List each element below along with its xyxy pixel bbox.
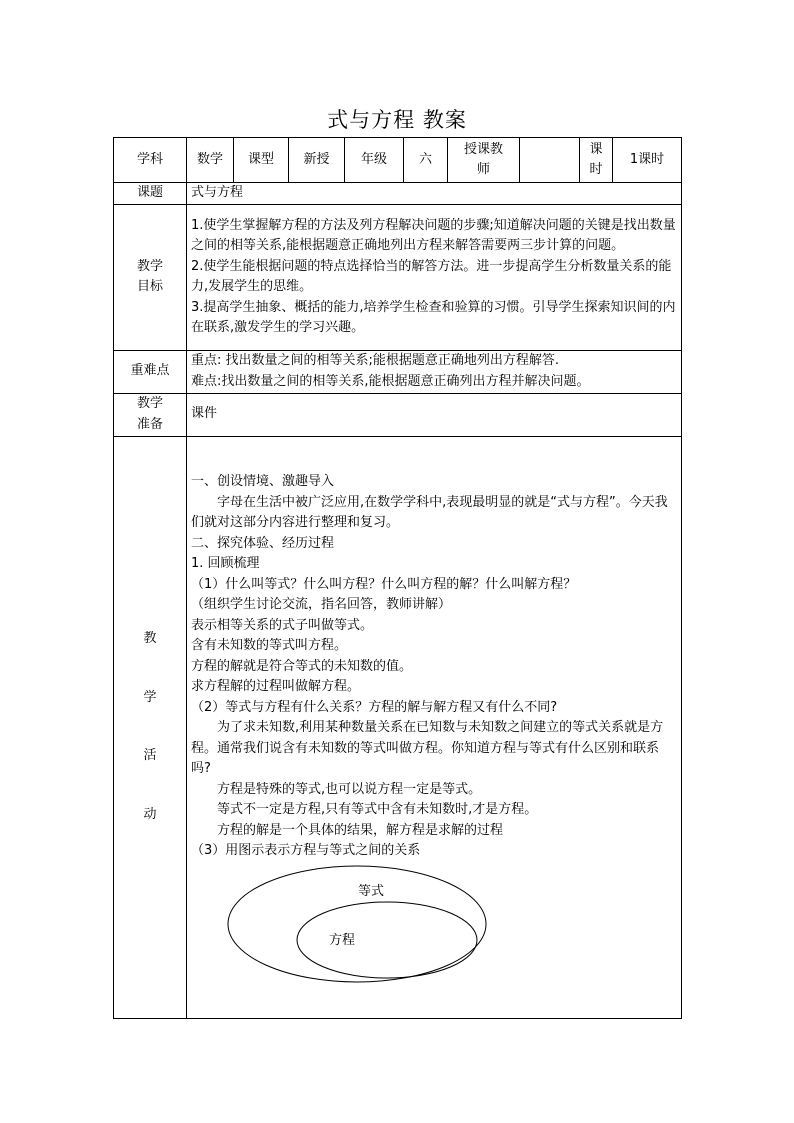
activity-label-char: 学 [143, 689, 157, 705]
paragraph: 等式不一定是方程,只有等式中含有未知数时,才是方程。 [217, 802, 538, 818]
question: （3）用图示表示方程与等式之间的关系 [191, 843, 421, 859]
definition: 求方程解的过程叫做解方程。 [191, 679, 361, 695]
subject-label: 学科 [114, 138, 187, 183]
prep-row [114, 393, 682, 436]
equation-set-outer-ellipse [228, 866, 486, 982]
goals-row [114, 204, 682, 350]
goal-item: 1.使学生掌握解方程的方法及列方程解决问题的步骤;知道解决问题的关键是找出数量之间的相等关系,能根据题意正确地列出方程来解答需要两三步计算的问题。 [191, 217, 676, 253]
activity-label [114, 436, 187, 1018]
grade-value: 六 [404, 138, 448, 183]
activity-label-char: 教 [143, 631, 157, 646]
key-points-label: 重难点 [114, 350, 187, 393]
page-title: 式与方程 教案 [327, 108, 467, 132]
teacher-value [520, 138, 580, 183]
activity-label-char: 动 [143, 806, 157, 822]
question: （1）什么叫等式？什么叫方程？什么叫方程的解？什么叫解方程？ [191, 576, 577, 592]
teacher-label: 授课教师 [448, 138, 520, 183]
paragraph: （组织学生讨论交流，指名回答，教师讲解） [191, 597, 452, 613]
topic-row [114, 183, 682, 205]
hours-label: 课时 [580, 138, 613, 183]
section-heading: 二、探究体验、经历过程 [191, 535, 335, 551]
difficult-point: 难点:找出数量之间的相等关系,能根据题意正确列出方程并解决问题。 [191, 373, 590, 389]
activity-label-char: 活 [143, 748, 157, 763]
type-label: 课型 [234, 138, 289, 183]
goals-content [187, 204, 682, 350]
important-point: 重点: 找出数量之间的相等关系;能根据题意正确地列出方程解答. [191, 353, 560, 368]
paragraph: 方程是特殊的等式,也可以说方程一定是等式。 [217, 781, 482, 797]
paragraph: 字母在生活中被广泛应用,在数学学科中,表现最明显的就是“式与方程”。今天我们就对这部分内容进行整理和复习。 [191, 494, 668, 531]
prep-value: 课件 [187, 393, 682, 436]
relation-diagram [191, 864, 677, 984]
section-heading: 一、创设情境、激趣导入 [191, 474, 335, 490]
goal-item: 2.使学生能根据问题的特点选择恰当的解答方法。进一步提高学生分析数量关系的能力,发展学生的思维。 [191, 258, 672, 294]
header-row [114, 138, 682, 183]
question: （2）等式与方程有什么关系？方程的解与解方程又有什么不同? [191, 699, 558, 715]
subsection-heading: 1. 回顾梳理 [191, 556, 260, 572]
activity-content [187, 436, 682, 1018]
lesson-plan-table [113, 137, 682, 1019]
paragraph: 方程的解是一个具体的结果，解方程是求解的过程 [217, 822, 504, 838]
activity-row [114, 436, 682, 1018]
equation-set-inner-ellipse [297, 902, 477, 978]
goals-label: 教学目标 [114, 204, 187, 350]
subject-value: 数学 [187, 138, 234, 183]
grade-label: 年级 [345, 138, 404, 183]
key-points-content [187, 350, 682, 393]
outer-label: 等式 [358, 883, 385, 899]
definition: 表示相等关系的式子叫做等式。 [191, 617, 374, 633]
type-value: 新授 [289, 138, 345, 183]
topic-value: 式与方程 [187, 183, 682, 205]
hours-value: 1课时 [613, 138, 682, 183]
inner-label: 方程 [329, 932, 356, 948]
goal-item: 3.提高学生抽象、概括的能力,培养学生检查和验算的习惯。引导学生探索知识间的内在联系,激发学生的学习兴趣。 [191, 299, 676, 335]
prep-label: 教学准备 [114, 393, 187, 436]
definition: 含有未知数的等式叫方程。 [191, 638, 348, 654]
definition: 方程的解就是符合等式的未知数的值。 [191, 658, 413, 674]
topic-label: 课题 [114, 183, 187, 205]
key-points-row [114, 350, 682, 393]
paragraph: 为了求未知数,利用某种数量关系在已知数与未知数之间建立的等式关系就是方程。通常我们说含有未知数的等式叫做方程。你知道方程与等式有什么区别和联系吗? [191, 720, 664, 777]
